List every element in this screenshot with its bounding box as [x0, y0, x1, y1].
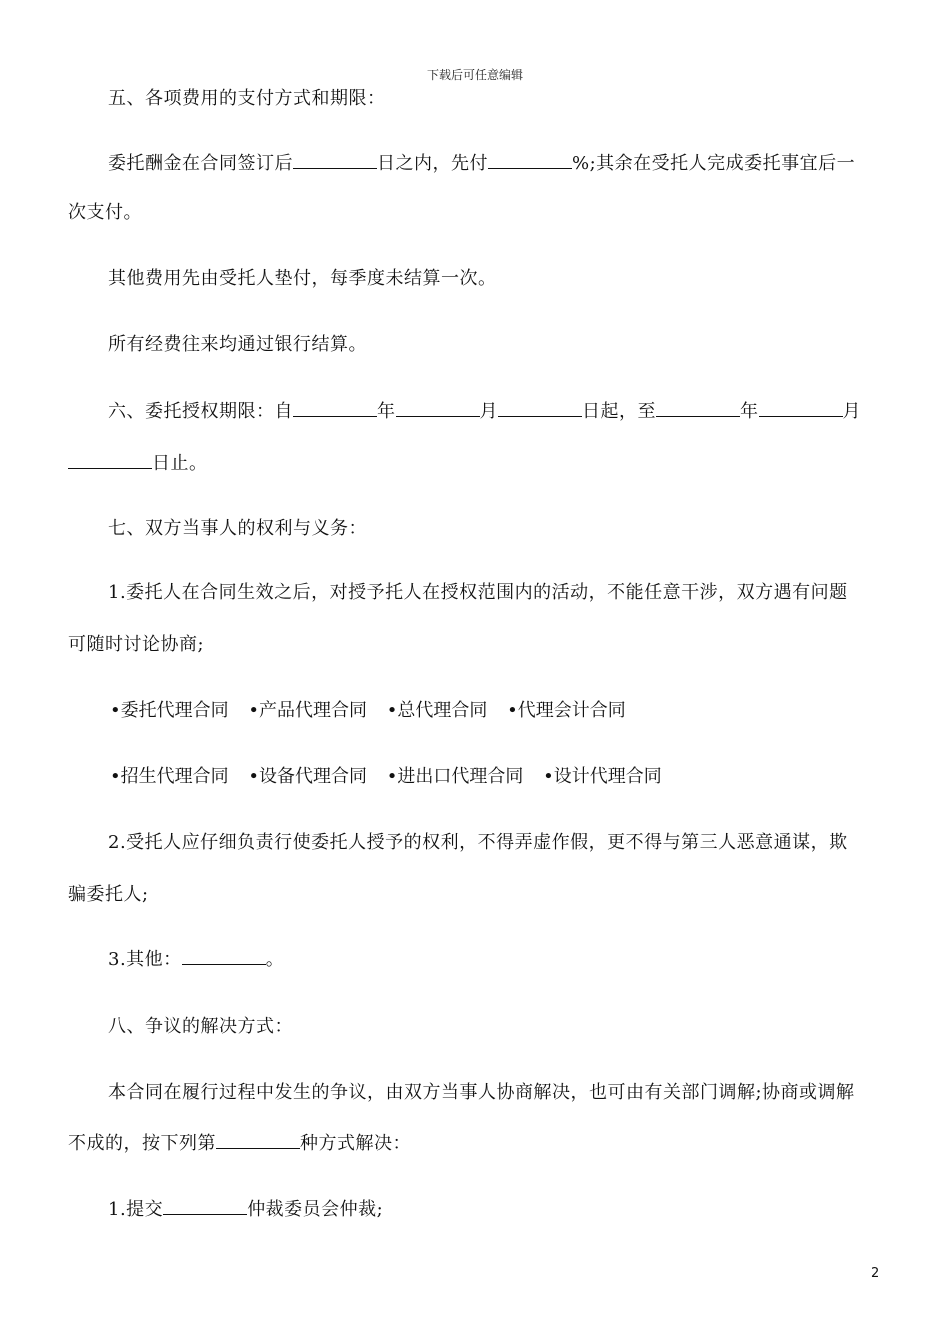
text: 年 — [740, 401, 759, 422]
section-5-title: 五、各项费用的支付方式和期限： — [108, 88, 386, 109]
section-7-item-2-cont: 骗委托人; — [68, 884, 149, 905]
section-7-item-1-cont: 可随时讨论协商; — [68, 634, 205, 655]
text: 日止。 — [152, 453, 208, 474]
blank-field — [182, 948, 266, 965]
blank-field — [498, 400, 582, 417]
section-8-title: 八、争议的解决方式： — [108, 1016, 293, 1037]
section-6-line-cont — [68, 452, 208, 475]
blank-field — [759, 400, 843, 417]
section-5-paragraph-1 — [108, 152, 855, 175]
text: 日之内，先付 — [377, 153, 488, 174]
blank-field — [396, 400, 480, 417]
related-link[interactable]: •总代理合同 — [386, 700, 488, 721]
related-link[interactable]: •设备代理合同 — [248, 766, 367, 787]
section-7-item-1: 1.委托人在合同生效之后，对授予托人在授权范围内的活动，不能任意干涉，双方遇有问题 — [108, 582, 848, 603]
text: 日起，至 — [582, 401, 656, 422]
text: 种方式解决： — [300, 1133, 411, 1154]
text: 仲裁委员会仲裁; — [247, 1199, 384, 1220]
text: 年 — [377, 401, 396, 422]
blank-field — [216, 1132, 300, 1149]
blank-field — [163, 1198, 247, 1215]
section-7-item-2: 2.受托人应仔细负责行使委托人授予的权利，不得弄虚作假，更不得与第三人恶意通谋，欺 — [108, 832, 848, 853]
blank-field — [293, 152, 377, 169]
text: 不成的，按下列第 — [68, 1133, 216, 1154]
blank-field — [68, 452, 152, 469]
page-number: 2 — [871, 1266, 880, 1281]
section-8-paragraph-1-cont — [68, 1132, 411, 1155]
text: 六、委托授权期限：自 — [108, 401, 293, 422]
text: %;其余在受托人完成委托事宜后一 — [572, 153, 856, 174]
text: 3.其他： — [108, 949, 182, 970]
related-links-row-2 — [110, 766, 676, 788]
section-5-paragraph-3: 所有经费往来均通过银行结算。 — [108, 334, 367, 355]
related-links-row-1 — [110, 700, 640, 722]
text: 月 — [479, 401, 498, 422]
section-6-line — [108, 400, 861, 423]
related-link[interactable]: •产品代理合同 — [248, 700, 367, 721]
blank-field — [488, 152, 572, 169]
section-7-item-3 — [108, 948, 284, 971]
section-7-title: 七、双方当事人的权利与义务： — [108, 518, 367, 539]
section-5-paragraph-2: 其他费用先由受托人垫付，每季度未结算一次。 — [108, 268, 497, 289]
text: 1.提交 — [108, 1199, 164, 1220]
related-link[interactable]: •招生代理合同 — [110, 766, 229, 787]
related-link[interactable]: •进出口代理合同 — [386, 766, 524, 787]
text: 。 — [265, 949, 285, 970]
related-link[interactable]: •委托代理合同 — [110, 700, 229, 721]
blank-field — [293, 400, 377, 417]
blank-field — [656, 400, 740, 417]
section-8-paragraph-1: 本合同在履行过程中发生的争议，由双方当事人协商解决，也可由有关部门调解;协商或调解 — [108, 1082, 855, 1103]
text: 委托酬金在合同签订后 — [108, 153, 293, 174]
text: 月 — [842, 401, 861, 422]
page-header: 下载后可任意编辑 — [426, 68, 523, 82]
section-5-paragraph-1-cont: 次支付。 — [68, 202, 142, 223]
related-link[interactable]: •代理会计合同 — [507, 700, 626, 721]
related-link[interactable]: •设计代理合同 — [543, 766, 662, 787]
section-8-item-1 — [108, 1198, 383, 1221]
